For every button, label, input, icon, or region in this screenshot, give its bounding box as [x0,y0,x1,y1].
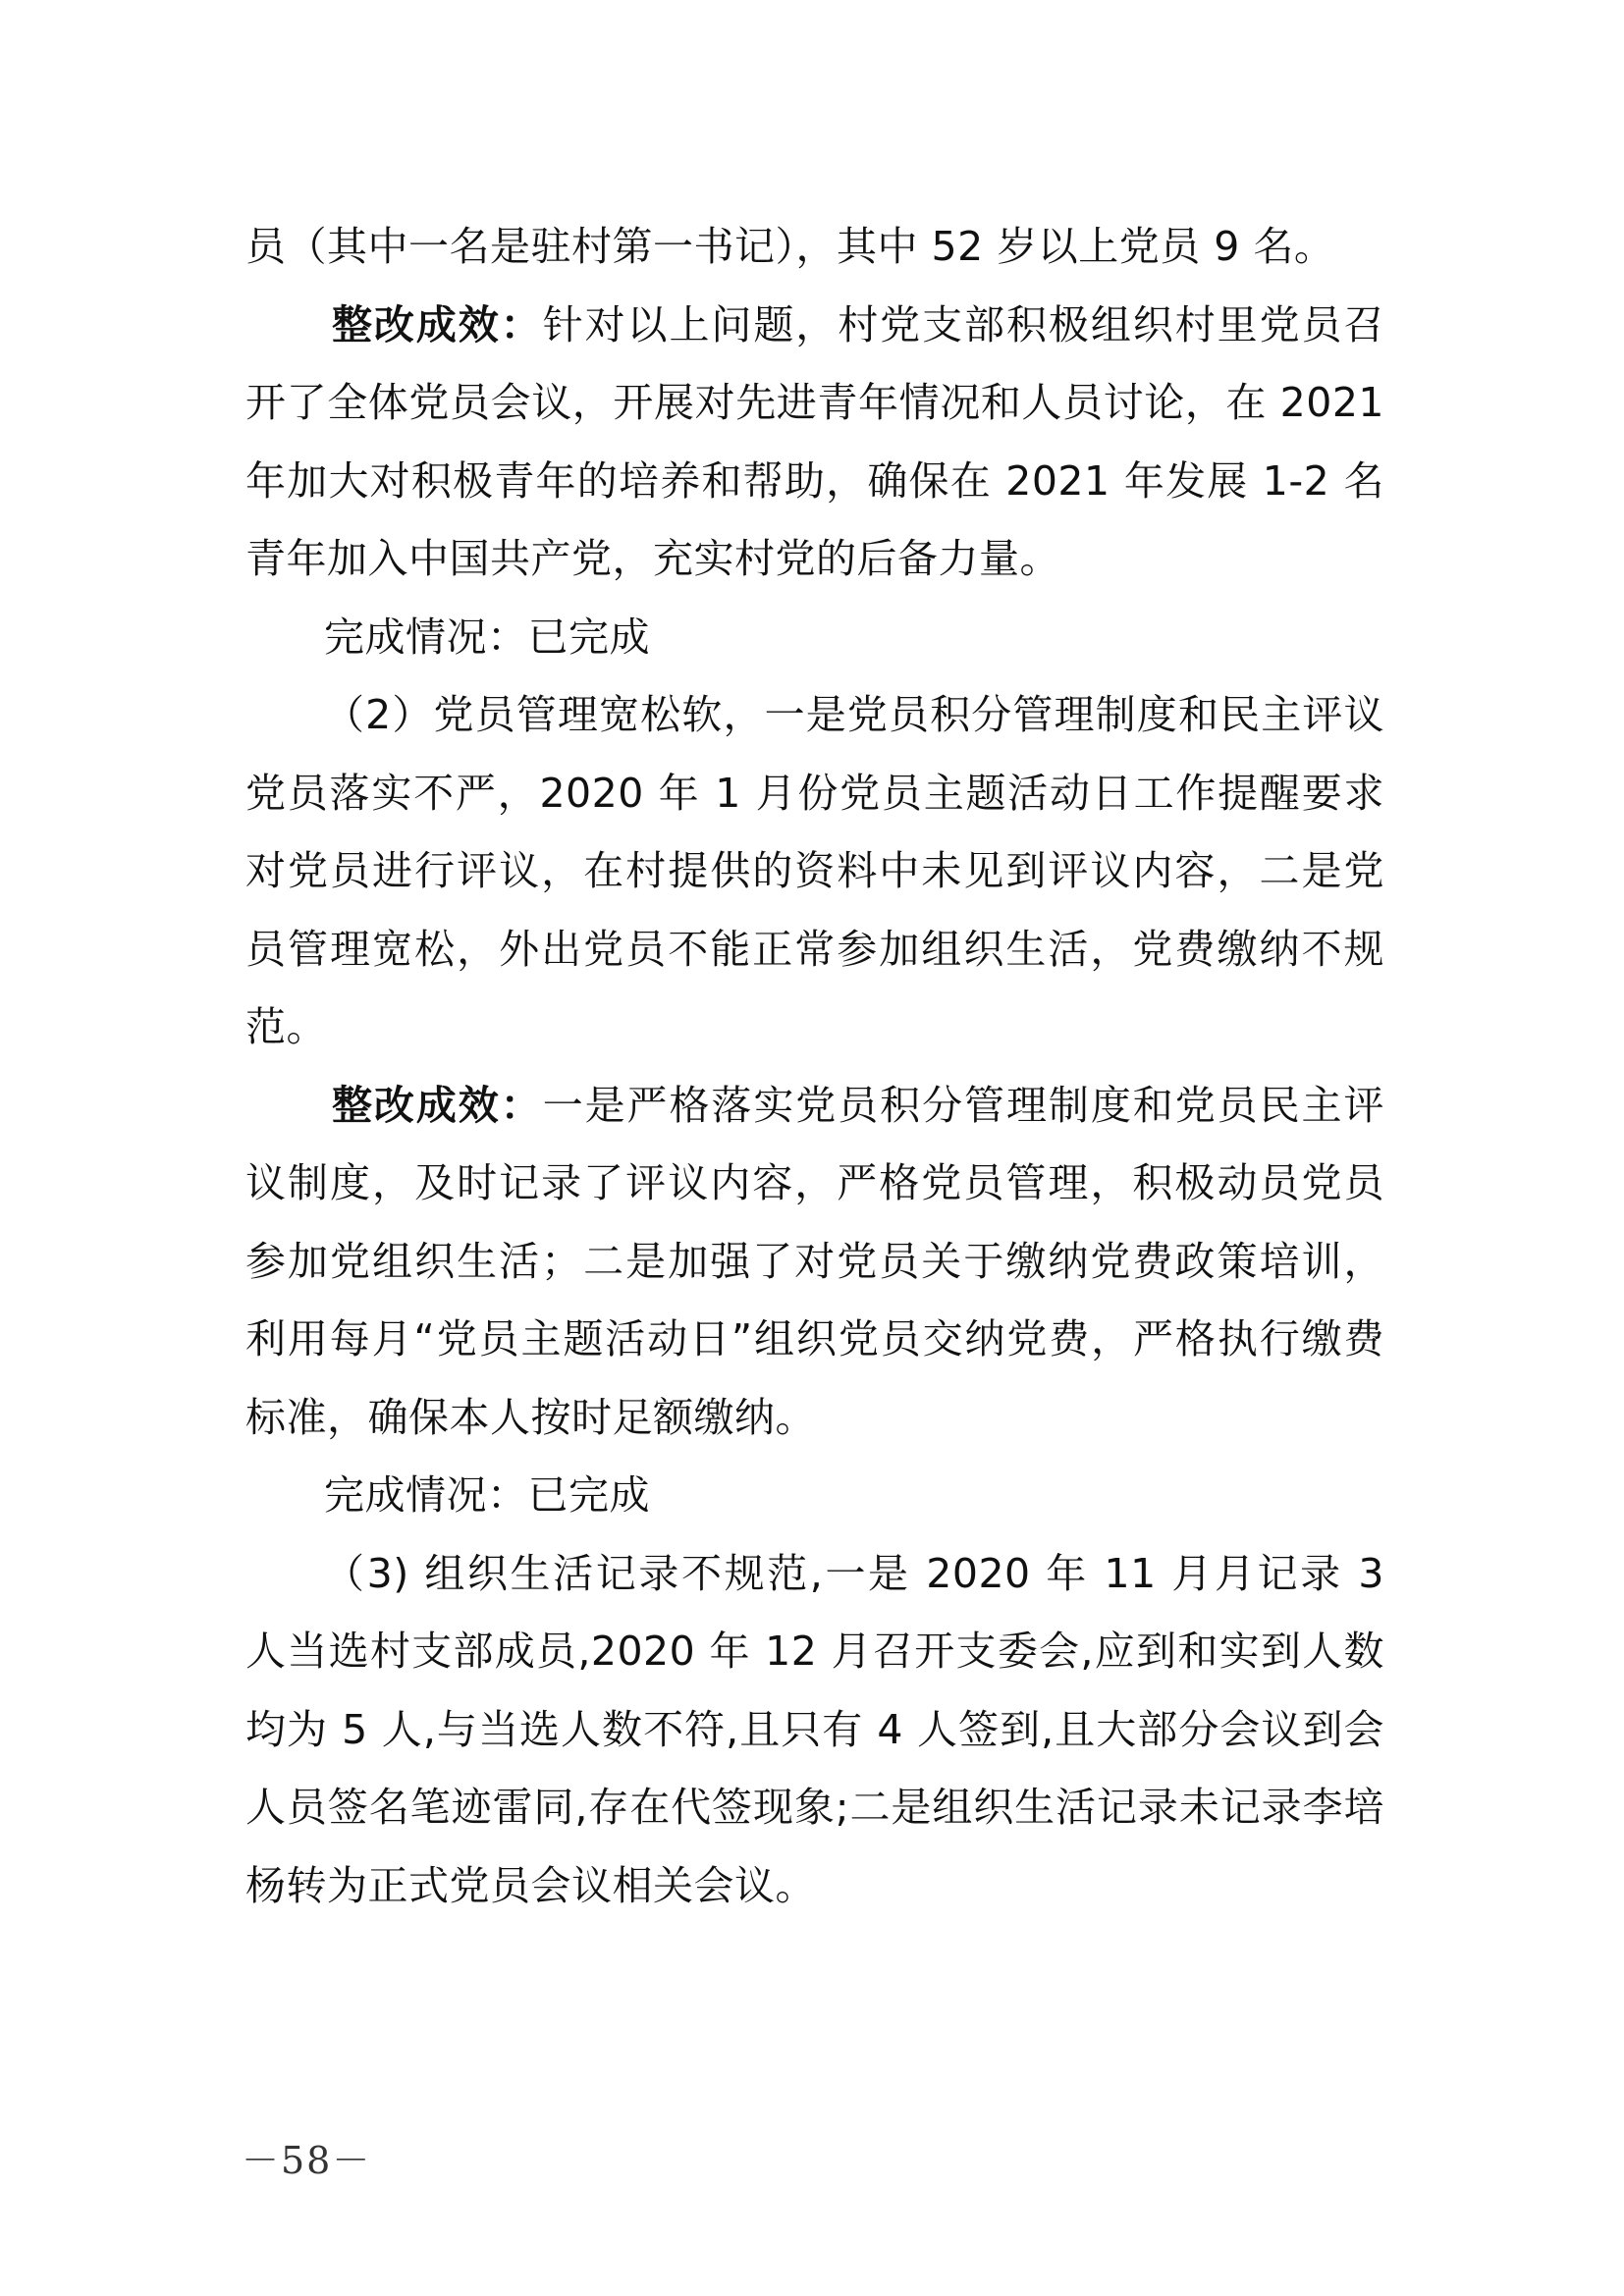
paragraph-text: （3) 组织生活记录不规范,一是 2020 年 11 月月记录 3 人当选村支部成员,2020 年 12 月召开支委会,应到和实到人数均为 5 人,与当选人数不符,且只有 4 人签到,且大部分会议到会人员签名笔迹雷同,存在代签现象;二是组织生活记录未记录李培杨转为正式党员会议相关会议。 [245,1549,1385,1909]
paragraph-completion-status-2 [245,1457,1384,1535]
paragraph-issue-3 [245,1535,1384,1926]
paragraph-rectification-result-2 [245,1067,1384,1458]
paragraph-rectification-result-1 [245,287,1384,599]
paragraph-text: 完成情况：已完成 [324,1471,650,1519]
paragraph-lead: 整改成效： [332,300,543,348]
paragraph-text: （2）党员管理宽松软，一是党员积分管理制度和民主评议党员落实不严，2020 年 1 月份党员主题活动日工作提醒要求对党员进行评议，在村提供的资料中未见到评议内容，二是党员管理宽松，外出党员不能正常参加组织生活，党费缴纳不规范。 [245,691,1384,1050]
paragraph-text: 员（其中一名是驻村第一书记），其中 52 岁以上党员 9 名。 [245,223,1335,270]
paragraph-lead: 整改成效： [332,1081,543,1129]
document-body [245,208,1384,1925]
page-number: －58－ [242,2139,372,2182]
paragraph-completion-status-1 [245,599,1384,677]
paragraph-text: 完成情况：已完成 [324,613,650,661]
paragraph-issue-2 [245,676,1384,1067]
paragraph-text: 针对以上问题，村党支部积极组织村里党员召开了全体党员会议，开展对先进青年情况和人员讨论，在 2021 年加大对积极青年的培养和帮助，确保在 2021 年发展 1-2 名青年加入中国共产党，充实村党的后备力量。 [245,300,1384,582]
paragraph-continuation [245,208,1384,287]
paragraph-text: 一是严格落实党员积分管理制度和党员民主评议制度，及时记录了评议内容，严格党员管理，积极动员党员参加党组织生活；二是加强了对党员关于缴纳党费政策培训，利用每月“党员主题活动日”组织党员交纳党费，严格执行缴费标准，确保本人按时足额缴纳。 [245,1081,1384,1441]
